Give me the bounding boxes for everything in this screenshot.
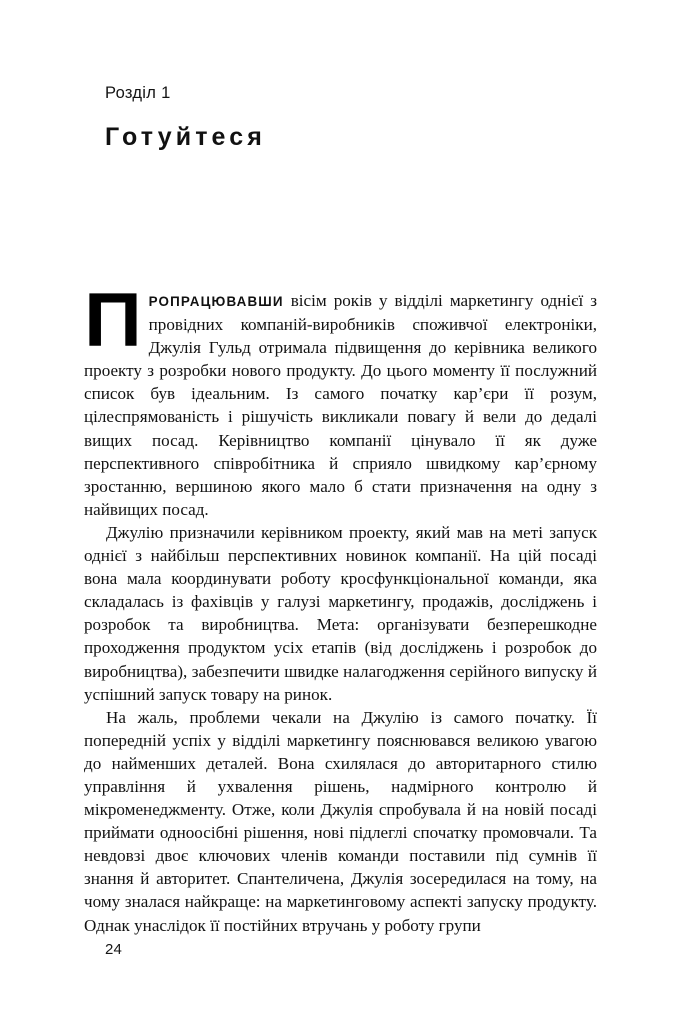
chapter-title: Готуйтеся [105, 123, 266, 152]
body-text-column [84, 278, 597, 937]
paragraph-3: На жаль, проблеми чекали на Джулію із самого початку. Її попередній успіх у відділі маркетингу пояснювався великою увагою до найменших деталей. Вона схилялася до авторитарного стилю управління й ухвалення рішень, надмірного контролю й мікроменеджменту. Отже, коли Джулія спробувала й на новій посаді приймати одноосібні рішення, нові підлеглі спочатку промовчали. Та невдовзі двоє ключових членів команди поставили під сумнів її знання й авторитет. Спантеличена, Джулія зосередилася на тому, на чому зналася найкраще: на маркетинговому аспекті запуску продукту. Однак унаслідок її постійних втручань у роботу групи [84, 707, 597, 935]
page-number: 24 [105, 941, 123, 958]
paragraph-1 [84, 278, 597, 521]
paragraph-2: Джулію призначили керівником проекту, який мав на меті запуск однієї з найбільш перспективних новинок компанії. На цій посаді вона мала координувати роботу кросфункціональної команди, яка складалась із фахівців у галузі маркетингу, продажів, досліджень і розробок та виробництва. Мета: організувати безперешкодне проходження продуктом усіх етапів (від досліджень і розробок до виробництва), забезпечити швидке налагодження серійного випуску й успішний запуск товару на ринок. [84, 522, 597, 704]
chapter-heading-block [105, 84, 597, 152]
paragraph-1-text: вісім років у відділі маркетингу однієї з провідних компаній-виробників споживчої електроніки, Джулія Гульд отримала підвищення до керівника великого проекту з розробки нового продукту. До цього моменту її послужний список був ідеальним. Із самого початку кар’єри її розум, цілеспрямованість і рішучість викликали повагу й вели до дедалі вищих посад. Керівництво компанії цінувало її як дуже перспективного співробітника й сприяло швидкому кар’єрному зростанню, вершиною якого мало б стати призначення на одну з найвищих посад. [84, 291, 597, 519]
small-caps-leadin: РОПРАЦЮВАВШИ [148, 294, 284, 309]
chapter-label: Розділ 1 [105, 84, 171, 102]
drop-cap: П [84, 278, 142, 363]
